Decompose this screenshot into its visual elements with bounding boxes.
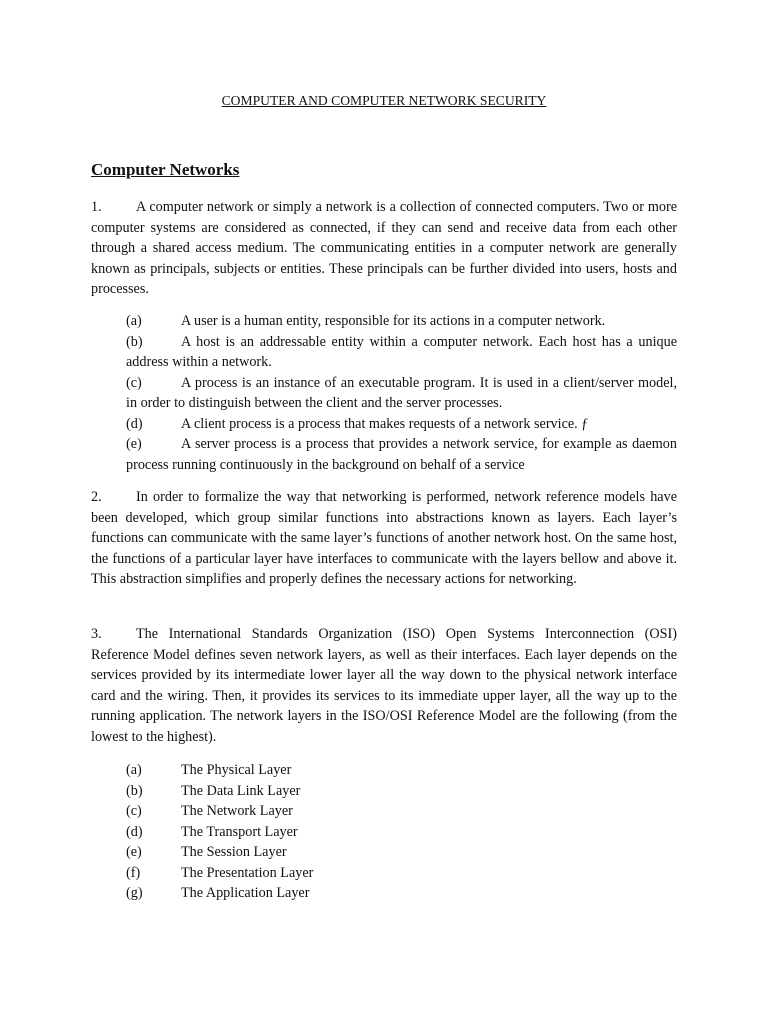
list-item-label: (c) (126, 803, 142, 819)
list-item (126, 883, 677, 904)
list-item-text: A server process is a process that provides a network service, for example as daemon process running continuously in the background on behalf of a service (126, 436, 677, 473)
list-item-text: A client process is a process that makes requests of a network service. ƒ (181, 415, 589, 432)
list-item-text: The Data Link Layer (181, 782, 301, 799)
paragraph-number: 2. (91, 489, 102, 505)
paragraph-number: 3. (91, 626, 102, 642)
list-item-text: The Presentation Layer (181, 864, 314, 881)
osi-layer-list (126, 760, 677, 904)
list-item (126, 311, 677, 332)
list-item-text: The Transport Layer (181, 823, 298, 840)
paragraph-text: The International Standards Organization (ISO) Open Systems Interconnection (OSI) Reference Model defines seven network layers, as well as their interfaces. Each layer depends on the services provided by its intermediate lower layer all the way down to the physical network interface card and the wiring. Then, it provides its services to its immediate upper layer, all the way up to the running application. The network layers in the ISO/OSI Reference Model are the following (from the lowest to the highest). (91, 626, 677, 745)
list-item (126, 434, 677, 475)
list-item-label: (d) (126, 823, 143, 840)
paragraph-1 (91, 197, 677, 300)
list-item (126, 863, 677, 884)
list-item-text: The Application Layer (181, 885, 310, 901)
section-heading: Computer Networks (91, 160, 240, 179)
paragraph-2 (91, 487, 677, 590)
document-title: COMPUTER AND COMPUTER NETWORK SECURITY (221, 93, 547, 108)
list-item-text: The Physical Layer (181, 762, 292, 778)
list-item-label: (g) (126, 885, 143, 901)
list-item (126, 373, 677, 414)
list-item (126, 822, 677, 843)
list-item-label: (e) (126, 844, 142, 860)
list-item (126, 781, 677, 802)
list-item-text: The Network Layer (181, 803, 293, 819)
list-item-text: The Session Layer (181, 844, 287, 860)
paragraph-number: 1. (91, 199, 102, 215)
paragraph-text: In order to formalize the way that networking is performed, network reference models have been developed, which group similar functions into abstractions known as layers. Each layer’s functions can communicate with the same layer’s functions of another network host. On the same host, the functions of a particular layer have interfaces to communicate with the layers bellow and above it. This abstraction simplifies and properly defines the necessary actions for networking. (91, 489, 677, 588)
list-item (126, 414, 677, 435)
list-item-label: (d) (126, 415, 143, 432)
list-item-text: A process is an instance of an executable program. It is used in a client/server model, in order to distinguish between the client and the server processes. (126, 374, 677, 411)
definition-list (126, 311, 677, 475)
list-item-text: A host is an addressable entity within a computer network. Each host has a unique address within a network. (126, 333, 677, 370)
list-item (126, 801, 677, 822)
list-item-label: (b) (126, 782, 143, 799)
list-item-text: A user is a human entity, responsible for its actions in a computer network. (181, 313, 606, 329)
paragraph-text: A computer network or simply a network is a collection of connected computers. Two or more computer systems are considered as connected, if they can send and receive data from each other through a shared access medium. The communicating entities in a computer network are generally known as principals, subjects or entities. These principals can be further divided into users, hosts and processes. (91, 199, 677, 298)
list-item-label: (b) (126, 333, 143, 350)
list-item (126, 760, 677, 781)
list-item-label: (e) (126, 436, 142, 452)
list-item-label: (f) (126, 864, 141, 881)
paragraph-3 (91, 624, 677, 748)
list-item (126, 332, 677, 373)
list-item-label: (c) (126, 374, 142, 391)
list-item (126, 842, 677, 863)
list-item-label: (a) (126, 762, 142, 778)
list-item-label: (a) (126, 313, 142, 329)
